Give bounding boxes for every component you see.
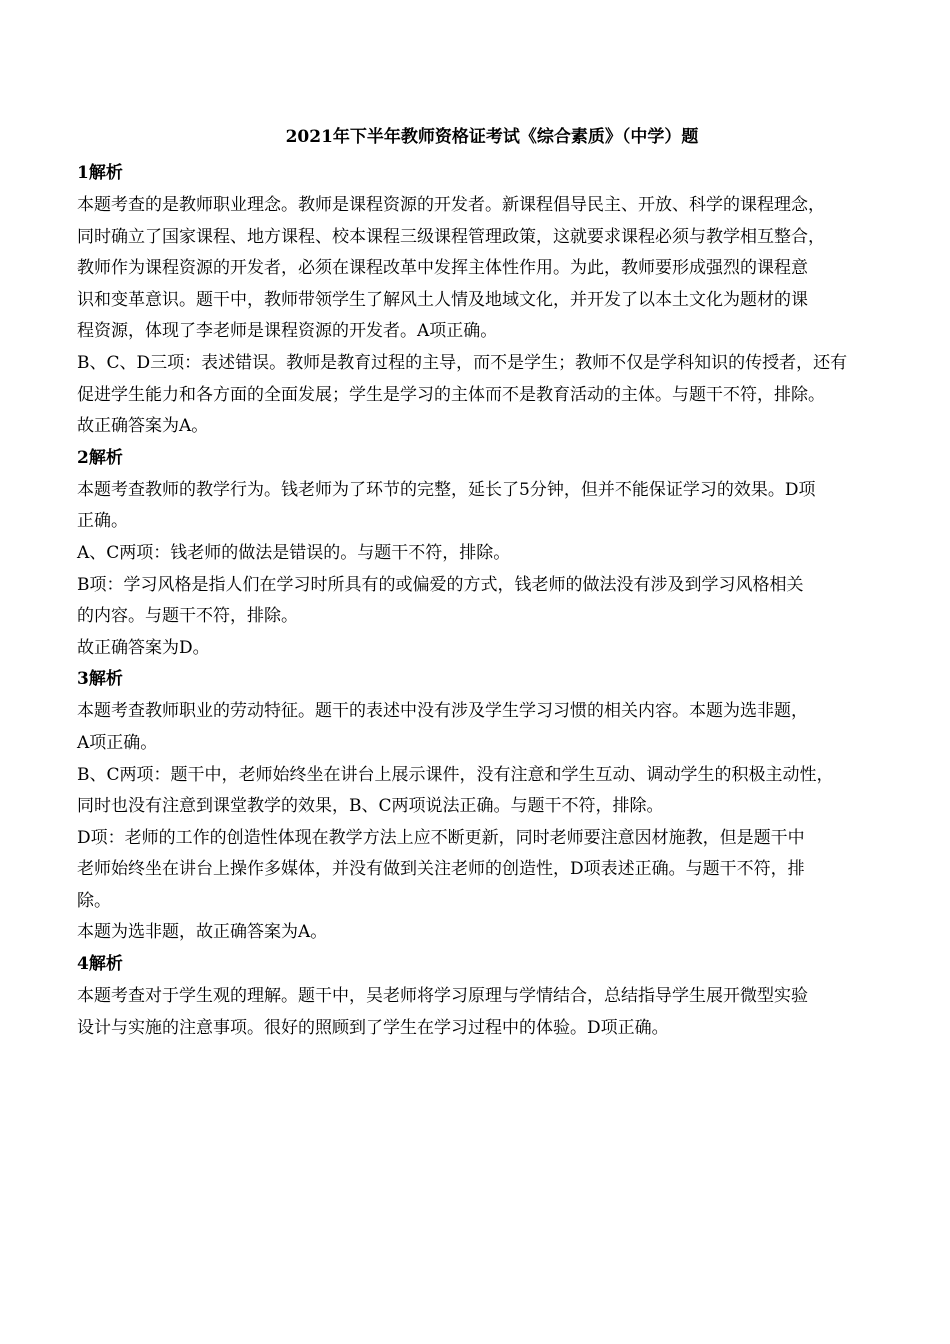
section-1 (77, 158, 897, 443)
paragraph-line: 识和变革意识。题干中，教师带领学生了解风土人情及地域文化，并开发了以本土文化为题材的课 (77, 289, 808, 310)
section-2 (77, 443, 897, 665)
paragraph-line: 本题考查教师职业的劳动特征。题干的表述中没有涉及学生学习习惯的相关内容。本题为选非题， (77, 701, 808, 722)
section-heading: 3解析 (77, 669, 123, 690)
paragraph-line: 程资源，体现了李老师是课程资源的开发者。A项正确。 (77, 321, 498, 342)
section-heading: 2解析 (77, 447, 123, 468)
paragraph-line: B、C两项：题干中，老师始终坐在讲台上展示课件，没有注意和学生互动、调动学生的积极主动性， (77, 764, 834, 785)
paragraph-line: 本题为选非题，故正确答案为A。 (77, 922, 328, 943)
paragraph-line: 同时确立了国家课程、地方课程、校本课程三级课程管理政策，这就要求课程必须与教学相互整合， (77, 226, 825, 247)
paragraph-line: D项：老师的工作的创造性体现在教学方法上应不断更新，同时老师要注意因材施教，但是题干中 (77, 827, 805, 848)
paragraph-line: 老师始终坐在讲台上操作多媒体，并没有做到关注老师的创造性，D项表述正确。与题干不符，排 (77, 859, 805, 880)
paragraph-line: 同时也没有注意到课堂教学的效果，B、C两项说法正确。与题干不符，排除。 (77, 796, 664, 817)
paragraph-line: A、C两项：钱老师的做法是错误的。与题干不符，排除。 (77, 542, 511, 563)
section-4 (77, 949, 897, 1044)
paragraph-line: 正确。 (77, 511, 128, 532)
document-page (77, 122, 897, 1044)
section-heading: 4解析 (77, 954, 123, 975)
document-title: 2021年下半年教师资格证考试《综合素质》（中学）题 (285, 127, 699, 147)
paragraph-line: B、C、D三项：表述错误。教师是教育过程的主导，而不是学生；教师不仅是学科知识的传授者，还有 (77, 352, 848, 373)
paragraph-line: 教师作为课程资源的开发者，必须在课程改革中发挥主体性作用。为此，教师要形成强烈的课程意 (77, 258, 808, 279)
paragraph-line: 本题考查教师的教学行为。钱老师为了环节的完整，延长了5分钟，但并不能保证学习的效果。D项 (77, 479, 816, 500)
paragraph-line: A项正确。 (77, 732, 158, 753)
section-3 (77, 664, 897, 949)
paragraph-line: 故正确答案为D。 (77, 637, 210, 658)
paragraph-line: 促进学生能力和各方面的全面发展；学生是学习的主体而不是教育活动的主体。与题干不符，排除。 (77, 384, 825, 405)
paragraph-line: 本题考查对于学生观的理解。题干中，吴老师将学习原理与学情结合，总结指导学生展开微型实验 (77, 986, 808, 1007)
section-heading: 1解析 (77, 163, 123, 183)
paragraph-line: 故正确答案为A。 (77, 416, 209, 437)
paragraph-line: 本题考查的是教师职业理念。教师是课程资源的开发者。新课程倡导民主、开放、科学的课程理念， (77, 195, 825, 215)
paragraph-line: 设计与实施的注意事项。很好的照顾到了学生在学习过程中的体验。D项正确。 (77, 1017, 669, 1038)
paragraph-line: B项：学习风格是指人们在学习时所具有的或偏爱的方式，钱老师的做法没有涉及到学习风格相关 (77, 574, 804, 595)
paragraph-line: 除。 (77, 890, 111, 911)
paragraph-line: 的内容。与题干不符，排除。 (77, 606, 298, 627)
